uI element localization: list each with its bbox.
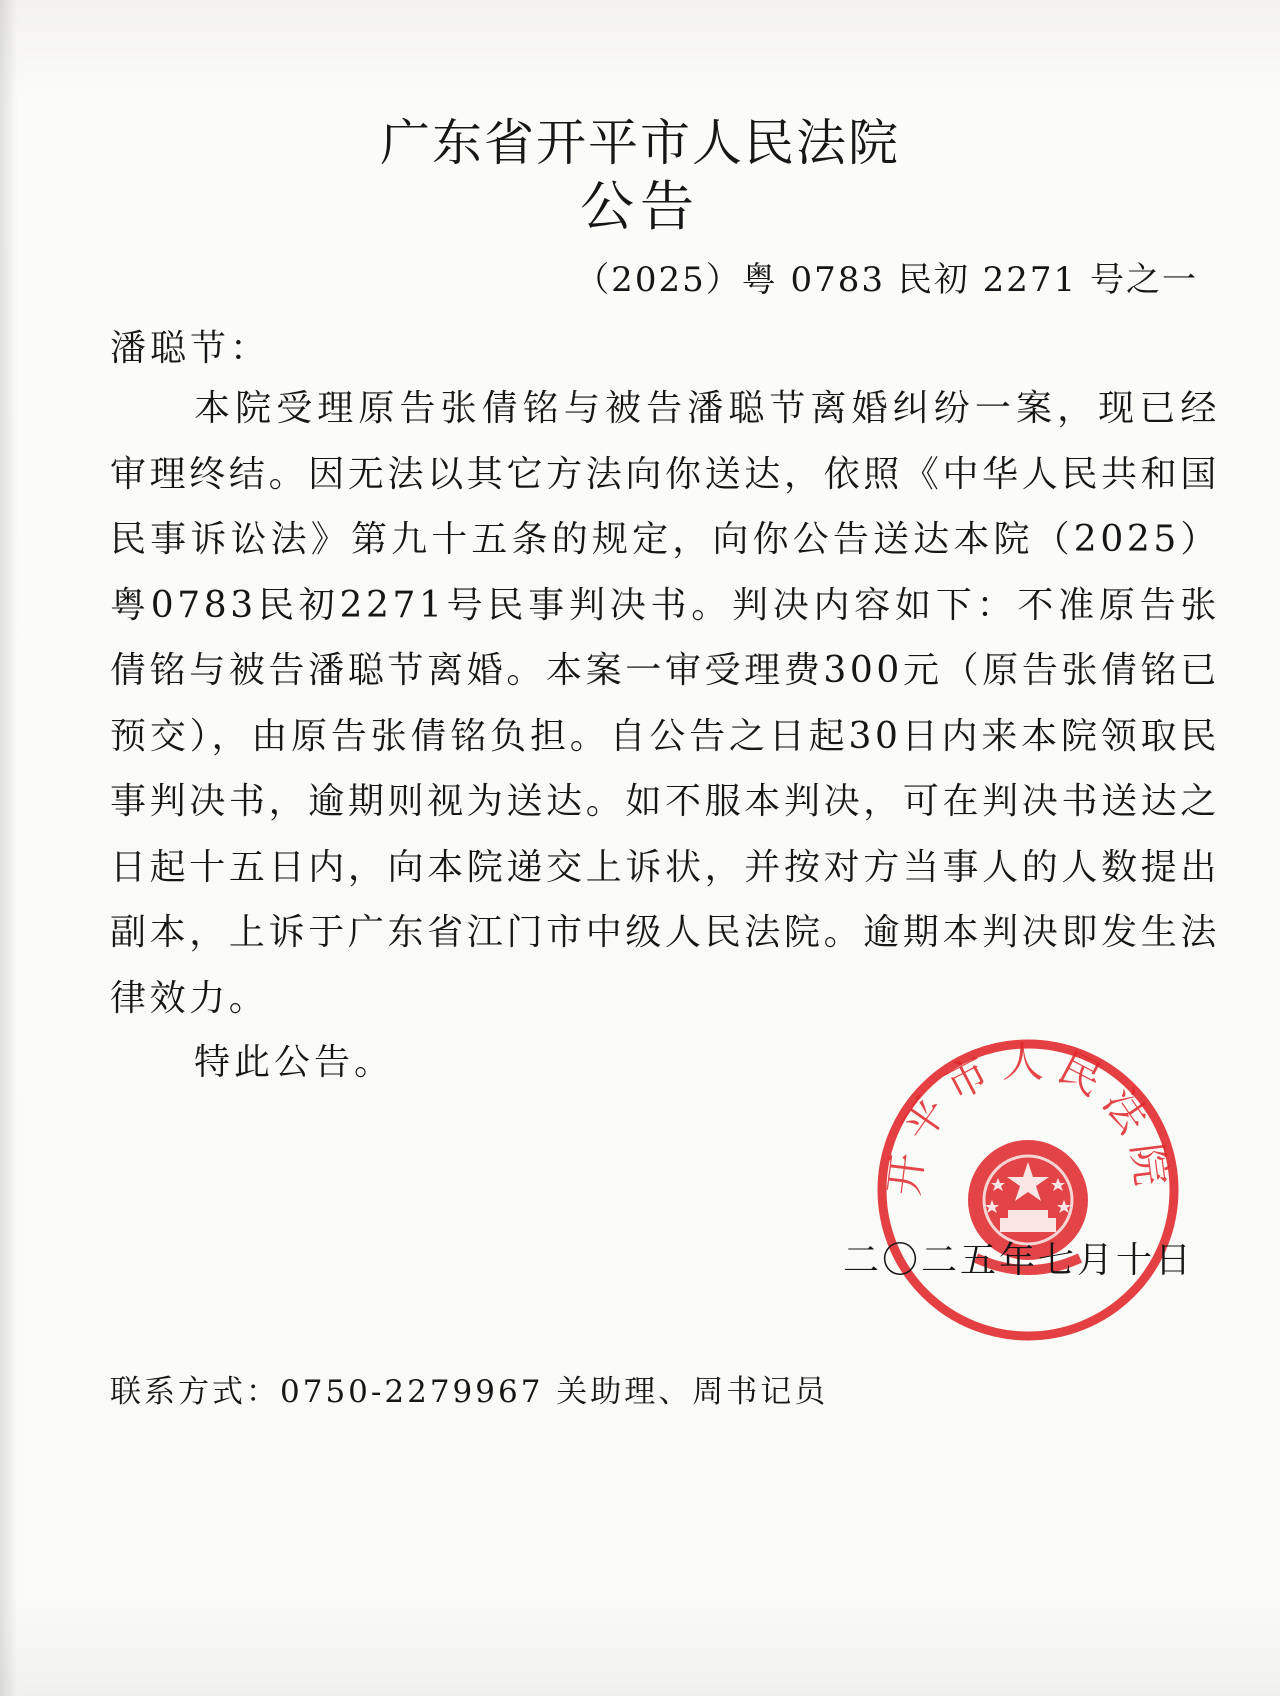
- case-number: （2025）粤 0783 民初 2271 号之一: [575, 260, 1198, 300]
- court-name-heading: 广东省开平市人民法院: [380, 114, 900, 172]
- contact-info: 联系方式：0750-2279967 关助理、周书记员: [110, 1374, 829, 1410]
- seal-text: 开平市人民法院: [878, 1037, 1178, 1199]
- notice-date: 二〇二五年七月十日: [842, 1240, 1194, 1281]
- scan-edge-shadow: [0, 0, 18, 1696]
- closing-statement: 特此公告。: [194, 1042, 395, 1083]
- court-seal-icon: [868, 1030, 1188, 1350]
- addressee: 潘聪节：: [110, 328, 271, 369]
- notice-body: 本院受理原告张倩铭与被告潘聪节离婚纠纷一案，现已经审理终结。因无法以其它方法向你送达，依照《中华人民共和国民事诉讼法》第九十五条的规定，向你公告送达本院（2025）粤0783民初2271号民事判决书。判决内容如下：不准原告张倩铭与被告潘聪节离婚。本案一审受理费300元（原告张倩铭已预交），由原告张倩铭负担。自公告之日起30日内来本院领取民事判决书，逾期则视为送达。如不服本判决，可在判决书送达之日起十五日内，向本院递交上诉状，并按对方当事人的人数提出副本，上诉于广东省江门市中级人民法院。逾期本判决即发生法律效力。: [110, 388, 1220, 1019]
- notice-title: 公告: [580, 175, 700, 238]
